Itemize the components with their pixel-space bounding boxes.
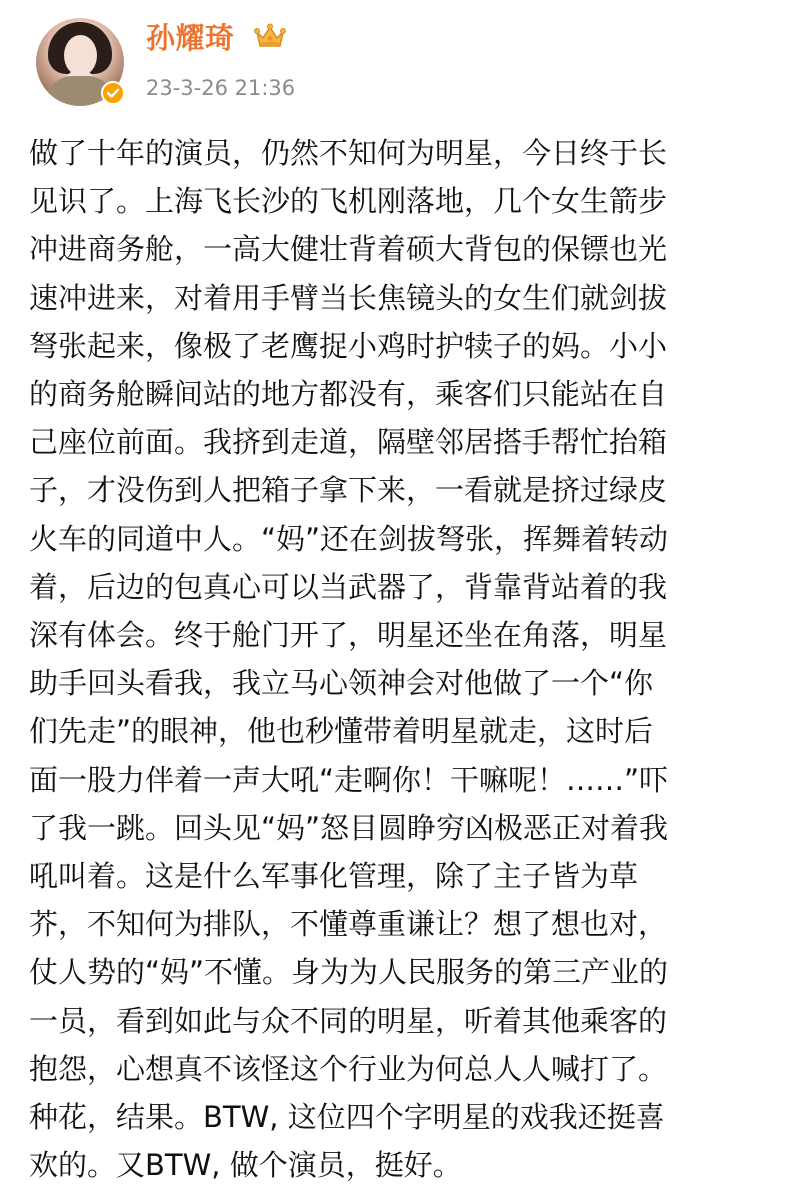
post-line: 己座位前面。我挤到走道，隔壁邻居搭手帮忙抬箱 bbox=[29, 425, 668, 460]
post-body bbox=[29, 129, 773, 1189]
post-line: 子，才没伤到人把箱子拿下来，一看就是挤过绿皮 bbox=[29, 473, 668, 508]
username[interactable]: 孙耀琦 bbox=[146, 21, 235, 55]
post-line: 弩张起来，像极了老鹰捉小鸡时护犊子的妈。小小 bbox=[29, 328, 668, 363]
post-line: 火车的同道中人。“妈”还在剑拔弩张，挥舞着转动 bbox=[29, 521, 669, 556]
post-line: 吼叫着。这是什么军事化管理，除了主子皆为草 bbox=[29, 859, 639, 894]
post-line: 做了十年的演员，仍然不知何为明星，今日终于长 bbox=[29, 136, 668, 170]
post-line: 了我一跳。回头见“妈”怒目圆睁穷凶极恶正对着我 bbox=[29, 810, 669, 845]
verified-icon bbox=[101, 81, 125, 105]
post-line: 仗人势的“妈”不懂。身为为人民服务的第三产业的 bbox=[29, 955, 669, 990]
post-line: 欢的。又BTW, 做个演员，挺好。 bbox=[29, 1148, 462, 1183]
post-line: 深有体会。终于舱门开了，明星还坐在角落，明星 bbox=[29, 618, 668, 653]
post-line: 着，后边的包真心可以当武器了，背靠背站着的我 bbox=[29, 569, 668, 604]
post-line: 一员，看到如此与众不同的明星，听着其他乘客的 bbox=[29, 1003, 668, 1038]
post-line: 助手回头看我，我立马心领神会对他做了一个“你 bbox=[29, 666, 654, 701]
avatar-container[interactable] bbox=[36, 18, 124, 106]
post-timestamp: 23-3-26 21:36 bbox=[146, 76, 296, 100]
post-line: 芥，不知何为排队，不懂尊重谦让？想了想也对， bbox=[29, 907, 668, 942]
post-line: 们先走”的眼神，他也秒懂带着明星就走，这时后 bbox=[29, 714, 654, 749]
post-line: 见识了。上海飞长沙的飞机刚落地，几个女生箭步 bbox=[29, 184, 668, 219]
post-line: 的商务舱瞬间站的地方都没有，乘客们只能站在自 bbox=[29, 377, 668, 412]
post-header bbox=[0, 0, 800, 125]
post-line: 种花，结果。BTW, 这位四个字明星的戏我还挺喜 bbox=[29, 1100, 665, 1135]
crown-icon bbox=[253, 23, 287, 51]
post-line: 冲进商务舱，一高大健壮背着硕大背包的保镖也光 bbox=[29, 232, 668, 267]
post-line: 抱怨，心想真不该怪这个行业为何总人人喊打了。 bbox=[29, 1051, 668, 1086]
post-line: 面一股力伴着一声大吼“走啊你！干嘛呢！……”吓 bbox=[29, 762, 669, 797]
post-line: 速冲进来，对着用手臂当长焦镜头的女生们就剑拔 bbox=[29, 280, 668, 315]
avatar-face bbox=[64, 35, 97, 76]
